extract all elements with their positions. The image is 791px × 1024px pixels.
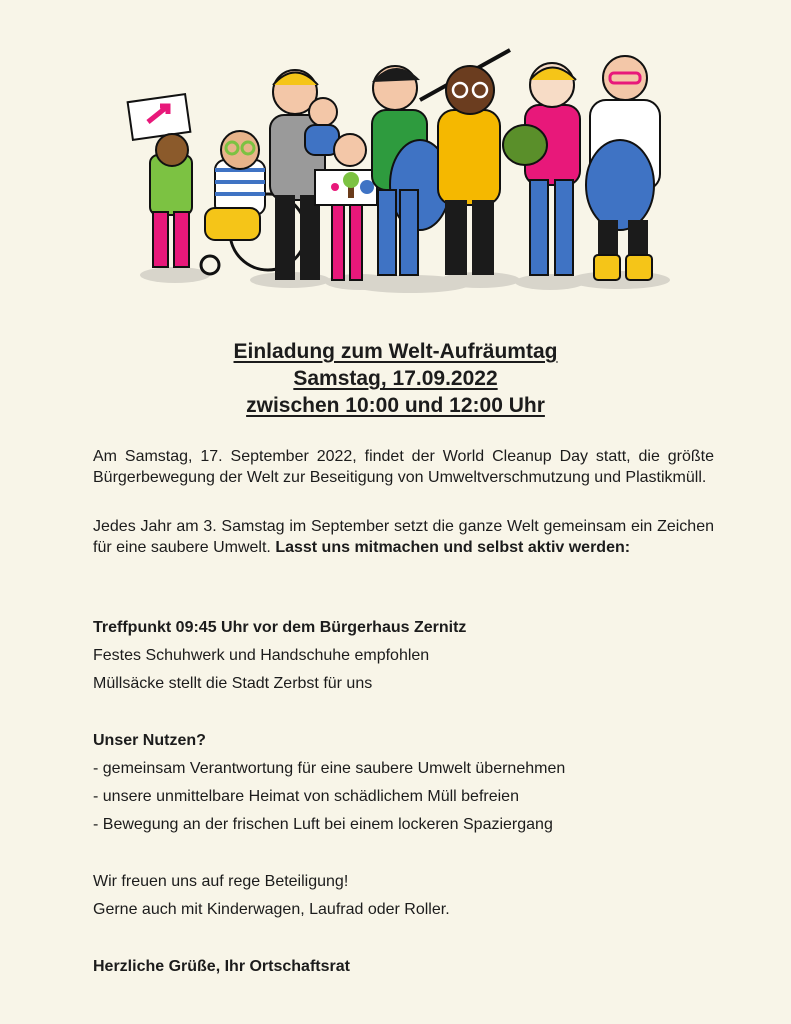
benefit-item: - gemeinsam Verantwortung für eine saubere Umwelt übernehmen (93, 760, 566, 777)
benefits-title: Unser Nutzen? (93, 732, 206, 749)
meeting-note-shoes: Festes Schuhwerk und Handschuhe empfohlen (93, 647, 430, 664)
headline-time: zwischen 10:00 und 12:00 Uhr (246, 394, 545, 417)
child-with-sign-figure (128, 94, 192, 267)
intro-paragraph-2-text: Jedes Jahr am 3. Samstag im September setzt die ganze Welt gemeinsam ein Zeichen für eine saubere Umwelt. (93, 518, 714, 556)
meeting-point-title: Treffpunkt 09:45 Uhr vor dem Bürgerhaus Zernitz (93, 619, 467, 636)
headline-title: Einladung zum Welt-Aufräumtag (233, 340, 558, 363)
benefit-item: - unsere unmittelbare Heimat von schädlichem Müll befreien (93, 788, 519, 805)
volunteer-with-turtle-figure (503, 63, 580, 275)
headline-date: Samstag, 17.09.2022 (293, 367, 498, 390)
meeting-note-bags: Müllsäcke stellt die Stadt Zerbst für uns (93, 675, 373, 692)
volunteers-illustration (120, 40, 680, 300)
volunteer-with-bag-figure (586, 56, 660, 280)
call-to-action: Lasst uns mitmachen und selbst aktiv werden: (275, 539, 631, 556)
intro-paragraph-2 (93, 516, 714, 558)
benefit-item: - Bewegung an der frischen Luft bei einem lockeren Spaziergang (93, 816, 553, 833)
signature: Herzliche Grüße, Ihr Ortschaftsrat (93, 958, 350, 975)
closing-line-2: Gerne auch mit Kinderwagen, Laufrad oder Roller. (93, 901, 450, 918)
intro-paragraph-1: Am Samstag, 17. September 2022, findet der World Cleanup Day statt, die größte Bürgerbewegung der Welt zur Beseitigung von Umweltverschmutzung und Plastikmüll. (93, 448, 714, 486)
invitation-headline (0, 338, 791, 419)
closing-line-1: Wir freuen uns auf rege Beteiligung! (93, 873, 349, 890)
